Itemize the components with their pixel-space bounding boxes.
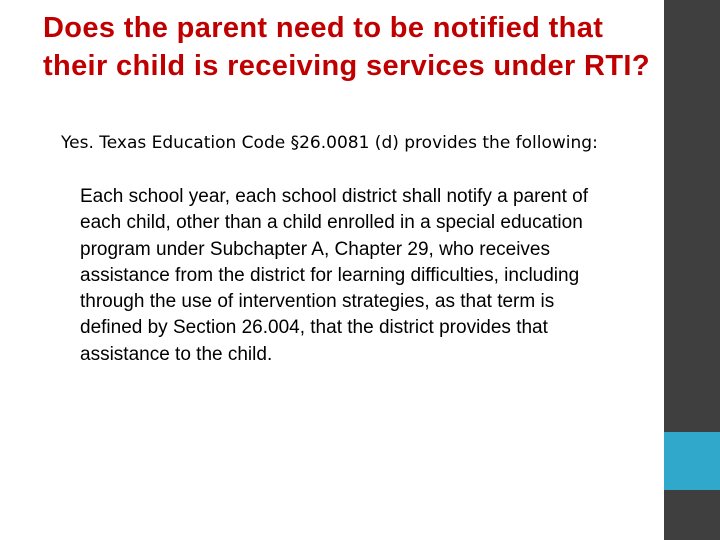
accent-block: [664, 432, 720, 490]
slide-title: Does the parent need to be notified that their child is receiving services under RTI?: [43, 12, 650, 82]
education-code-quote: Each school year, each school district shall notify a parent of each child, other than a child enrolled in a special education program under Subchapter A, Chapter 29, who receives assistance from the district for learning difficulties, including through the use of intervention strategies, as that term is defined by Section 26.004, that the district provides that assistance to the child.: [80, 186, 588, 365]
answer-intro: Yes. Texas Education Code §26.0081 (d) provides the following:: [61, 133, 598, 153]
sidebar-panel: [664, 0, 720, 540]
